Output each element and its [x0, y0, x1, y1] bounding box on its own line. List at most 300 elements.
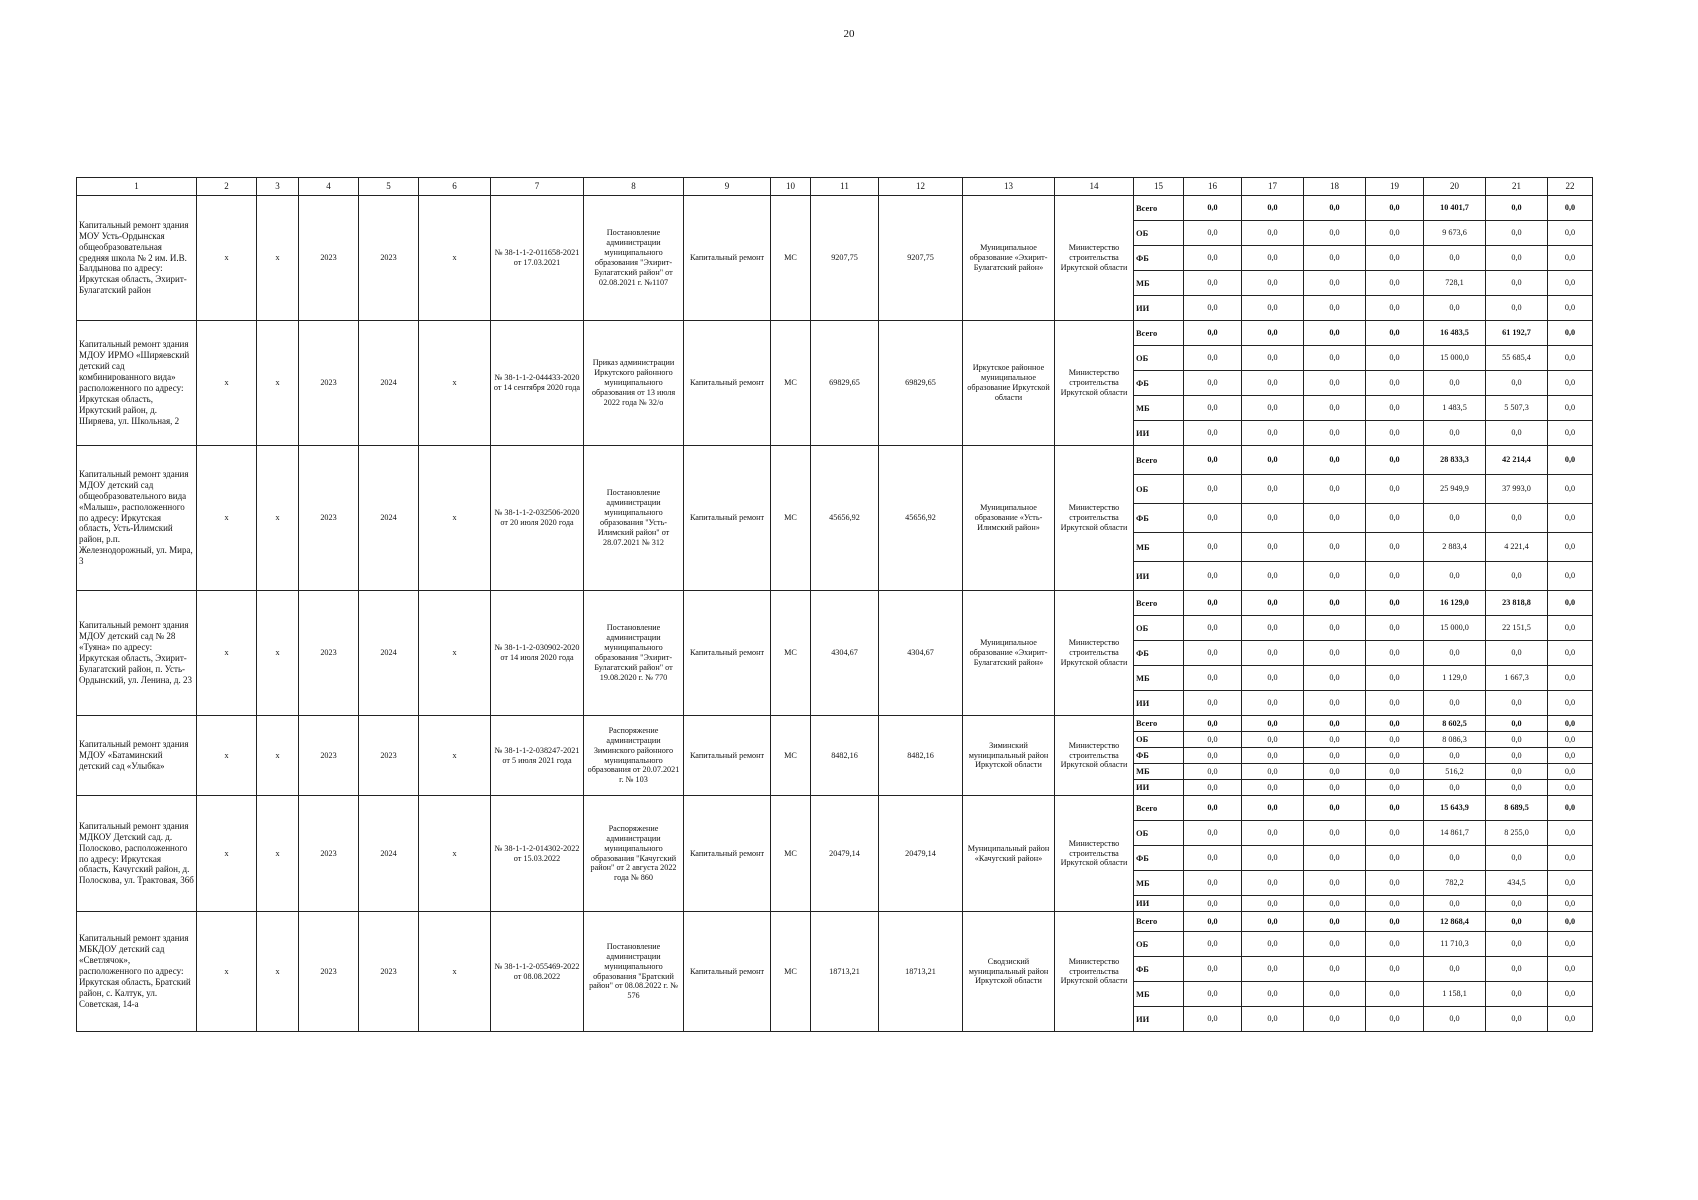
- funding-value-col-17: 0,0: [1242, 504, 1304, 533]
- expertise-conclusion: № 38-1-1-2-011658-2021 от 17.03.2021: [491, 196, 584, 321]
- responsible-ministry: Министерство строительства Иркутской области: [1055, 796, 1134, 912]
- funding-value-col-17: 0,0: [1242, 641, 1304, 666]
- municipality: Муниципальное образование «Усть-Илимский район»: [963, 446, 1055, 591]
- start-year: 2023: [299, 321, 359, 446]
- capacity-value: 9207,75: [811, 196, 879, 321]
- col-6-cell: х: [419, 446, 491, 591]
- funding-value-col-19: 0,0: [1366, 932, 1424, 957]
- capacity-value: 8482,16: [811, 716, 879, 796]
- column-number-21: 21: [1486, 178, 1548, 196]
- funding-source: ОБ: [1134, 221, 1184, 246]
- capacity-total: 9207,75: [879, 196, 963, 321]
- funding-value-col-16: 0,0: [1184, 591, 1242, 616]
- funding-value-col-20: 516,2: [1424, 764, 1486, 780]
- funding-value-col-18: 0,0: [1304, 982, 1366, 1007]
- funding-value-col-19: 0,0: [1366, 533, 1424, 562]
- funding-value-col-22: 0,0: [1548, 957, 1593, 982]
- funding-value-col-19: 0,0: [1366, 780, 1424, 796]
- column-number-13: 13: [963, 178, 1055, 196]
- funding-value-col-17: 0,0: [1242, 421, 1304, 446]
- funding-value-col-19: 0,0: [1366, 271, 1424, 296]
- col-2-cell: х: [197, 796, 257, 912]
- responsible-ministry: Министерство строительства Иркутской области: [1055, 321, 1134, 446]
- funding-value-col-16: 0,0: [1184, 846, 1242, 871]
- funding-source: ИИ: [1134, 691, 1184, 716]
- funding-value-col-19: 0,0: [1366, 321, 1424, 346]
- funding-value-col-18: 0,0: [1304, 764, 1366, 780]
- funding-value-col-21: 0,0: [1486, 691, 1548, 716]
- column-number-19: 19: [1366, 178, 1424, 196]
- funding-value-col-21: 1 667,3: [1486, 666, 1548, 691]
- funding-value-col-16: 0,0: [1184, 821, 1242, 846]
- funding-value-col-20: 11 710,3: [1424, 932, 1486, 957]
- work-type: Капитальный ремонт: [684, 591, 771, 716]
- funding-value-col-21: 0,0: [1486, 716, 1548, 732]
- funding-value-col-21: 5 507,3: [1486, 396, 1548, 421]
- funding-value-col-17: 0,0: [1242, 716, 1304, 732]
- col-3-cell: х: [257, 196, 299, 321]
- funding-value-col-17: 0,0: [1242, 616, 1304, 641]
- column-number-9: 9: [684, 178, 771, 196]
- funding-value-col-18: 0,0: [1304, 321, 1366, 346]
- project-name: Капитальный ремонт здания МДКОУ Детский сад. д. Полосково, расположенного по адресу: Иркутская область, Качугский район, д. Полоскова, ул. Трактовая, 36б: [77, 796, 197, 912]
- funding-value-col-16: 0,0: [1184, 504, 1242, 533]
- funding-value-col-20: 2 883,4: [1424, 533, 1486, 562]
- funding-value-col-22: 0,0: [1548, 321, 1593, 346]
- col-6-cell: х: [419, 912, 491, 1032]
- funding-value-col-20: 0,0: [1424, 421, 1486, 446]
- funding-value-col-22: 0,0: [1548, 982, 1593, 1007]
- funding-source: МБ: [1134, 764, 1184, 780]
- work-type: Капитальный ремонт: [684, 196, 771, 321]
- funding-value-col-18: 0,0: [1304, 591, 1366, 616]
- funding-source: ИИ: [1134, 421, 1184, 446]
- funding-value-col-20: 0,0: [1424, 246, 1486, 271]
- funding-value-col-21: 0,0: [1486, 371, 1548, 396]
- funding-value-col-18: 0,0: [1304, 691, 1366, 716]
- funding-value-col-19: 0,0: [1366, 1007, 1424, 1032]
- funding-source: ОБ: [1134, 821, 1184, 846]
- funding-source: МБ: [1134, 396, 1184, 421]
- funding-value-col-22: 0,0: [1548, 796, 1593, 821]
- funding-source: ИИ: [1134, 1007, 1184, 1032]
- capacity-value: 18713,21: [811, 912, 879, 1032]
- municipality: Иркутское районное муниципальное образование Иркутской области: [963, 321, 1055, 446]
- expertise-conclusion: № 38-1-1-2-038247-2021 от 5 июля 2021 года: [491, 716, 584, 796]
- funding-value-col-19: 0,0: [1366, 346, 1424, 371]
- funding-value-col-17: 0,0: [1242, 796, 1304, 821]
- funding-value-col-22: 0,0: [1548, 666, 1593, 691]
- unit: МС: [771, 796, 811, 912]
- funding-value-col-20: 0,0: [1424, 641, 1486, 666]
- funding-value-col-20: 782,2: [1424, 871, 1486, 896]
- funding-value-col-20: 0,0: [1424, 896, 1486, 912]
- column-number-16: 16: [1184, 178, 1242, 196]
- funding-value-col-19: 0,0: [1366, 475, 1424, 504]
- municipality: Сводзиский муниципальный район Иркутской области: [963, 912, 1055, 1032]
- funding-value-col-22: 0,0: [1548, 716, 1593, 732]
- end-year: 2024: [359, 321, 419, 446]
- funding-value-col-22: 0,0: [1548, 371, 1593, 396]
- col-6-cell: х: [419, 591, 491, 716]
- col-3-cell: х: [257, 446, 299, 591]
- project-name: Капитальный ремонт здания МДОУ детский сад общеобразовательного вида «Малыш», расположенного по адресу: Иркутская область, Усть-Илимский район, р.п. Железнодорожный, ул. Мира, 3: [77, 446, 197, 591]
- funding-value-col-16: 0,0: [1184, 1007, 1242, 1032]
- unit: МС: [771, 591, 811, 716]
- funding-value-col-21: 0,0: [1486, 982, 1548, 1007]
- funding-source: ФБ: [1134, 748, 1184, 764]
- funding-value-col-18: 0,0: [1304, 533, 1366, 562]
- funding-value-col-19: 0,0: [1366, 296, 1424, 321]
- funding-value-col-21: 0,0: [1486, 196, 1548, 221]
- funding-value-col-22: 0,0: [1548, 504, 1593, 533]
- funding-value-col-20: 0,0: [1424, 691, 1486, 716]
- responsible-ministry: Министерство строительства Иркутской области: [1055, 591, 1134, 716]
- project-row: [77, 912, 1593, 932]
- funding-value-col-22: 0,0: [1548, 421, 1593, 446]
- decision-document: Постановление администрации муниципального образования "Эхирит-Булагатский район" от 19.08.2020 г. № 770: [584, 591, 684, 716]
- funding-value-col-19: 0,0: [1366, 716, 1424, 732]
- funding-value-col-22: 0,0: [1548, 475, 1593, 504]
- funding-value-col-17: 0,0: [1242, 932, 1304, 957]
- column-number-row: [77, 178, 1593, 196]
- work-type: Капитальный ремонт: [684, 321, 771, 446]
- funding-source: ОБ: [1134, 616, 1184, 641]
- capacity-total: 20479,14: [879, 796, 963, 912]
- decision-document: Постановление администрации муниципального образования "Братский район" от 08.08.2022 г. № 576: [584, 912, 684, 1032]
- end-year: 2024: [359, 796, 419, 912]
- funding-value-col-21: 0,0: [1486, 846, 1548, 871]
- project-name: Капитальный ремонт здания МДОУ детский сад № 28 «Туяна» по адресу: Иркутская область, Эхирит-Булагатский район, п. Усть-Ордынский, ул. Ленина, д. 23: [77, 591, 197, 716]
- funding-value-col-18: 0,0: [1304, 196, 1366, 221]
- funding-value-col-18: 0,0: [1304, 271, 1366, 296]
- capacity-value: 45656,92: [811, 446, 879, 591]
- responsible-ministry: Министерство строительства Иркутской области: [1055, 446, 1134, 591]
- funding-value-col-18: 0,0: [1304, 871, 1366, 896]
- funding-source: ИИ: [1134, 896, 1184, 912]
- funding-value-col-22: 0,0: [1548, 271, 1593, 296]
- responsible-ministry: Министерство строительства Иркутской области: [1055, 196, 1134, 321]
- funding-value-col-16: 0,0: [1184, 764, 1242, 780]
- funding-value-col-18: 0,0: [1304, 641, 1366, 666]
- funding-value-col-21: 61 192,7: [1486, 321, 1548, 346]
- funding-value-col-20: 1 158,1: [1424, 982, 1486, 1007]
- funding-value-col-20: 28 833,3: [1424, 446, 1486, 475]
- funding-value-col-18: 0,0: [1304, 732, 1366, 748]
- funding-value-col-21: 4 221,4: [1486, 533, 1548, 562]
- funding-value-col-21: 0,0: [1486, 912, 1548, 932]
- funding-value-col-16: 0,0: [1184, 475, 1242, 504]
- funding-source: Всего: [1134, 321, 1184, 346]
- expertise-conclusion: № 38-1-1-2-030902-2020 от 14 июля 2020 года: [491, 591, 584, 716]
- funding-value-col-17: 0,0: [1242, 446, 1304, 475]
- work-type: Капитальный ремонт: [684, 912, 771, 1032]
- funding-value-col-19: 0,0: [1366, 221, 1424, 246]
- column-number-3: 3: [257, 178, 299, 196]
- work-type: Капитальный ремонт: [684, 446, 771, 591]
- end-year: 2023: [359, 716, 419, 796]
- col-6-cell: х: [419, 196, 491, 321]
- funding-value-col-17: 0,0: [1242, 296, 1304, 321]
- project-row: [77, 321, 1593, 346]
- funding-value-col-22: 0,0: [1548, 641, 1593, 666]
- funding-value-col-16: 0,0: [1184, 246, 1242, 271]
- end-year: 2023: [359, 196, 419, 321]
- funding-value-col-17: 0,0: [1242, 871, 1304, 896]
- capacity-value: 20479,14: [811, 796, 879, 912]
- project-row: [77, 196, 1593, 221]
- col-2-cell: х: [197, 446, 257, 591]
- funding-source: Всего: [1134, 716, 1184, 732]
- funding-source: ФБ: [1134, 371, 1184, 396]
- funding-value-col-21: 0,0: [1486, 421, 1548, 446]
- funding-value-col-22: 0,0: [1548, 1007, 1593, 1032]
- funding-value-col-17: 0,0: [1242, 271, 1304, 296]
- work-type: Капитальный ремонт: [684, 716, 771, 796]
- funding-value-col-20: 0,0: [1424, 780, 1486, 796]
- funding-value-col-16: 0,0: [1184, 616, 1242, 641]
- funding-value-col-17: 0,0: [1242, 1007, 1304, 1032]
- column-number-11: 11: [811, 178, 879, 196]
- municipality: Муниципальное образование «Эхирит-Булагатский район»: [963, 196, 1055, 321]
- funding-value-col-20: 12 868,4: [1424, 912, 1486, 932]
- program-table: [76, 177, 1593, 1032]
- column-number-1: 1: [77, 178, 197, 196]
- work-type: Капитальный ремонт: [684, 796, 771, 912]
- funding-value-col-16: 0,0: [1184, 780, 1242, 796]
- funding-value-col-22: 0,0: [1548, 732, 1593, 748]
- funding-value-col-21: 0,0: [1486, 641, 1548, 666]
- project-name: Капитальный ремонт здания МДОУ ИРМО «Ширяевский детский сад комбинированного вида» расположенного по адресу: Иркутская область, Иркутский район, д. Ширяева, ул. Школьная, 2: [77, 321, 197, 446]
- funding-source: ФБ: [1134, 504, 1184, 533]
- funding-value-col-21: 0,0: [1486, 748, 1548, 764]
- funding-value-col-19: 0,0: [1366, 591, 1424, 616]
- column-number-10: 10: [771, 178, 811, 196]
- capacity-total: 45656,92: [879, 446, 963, 591]
- funding-value-col-19: 0,0: [1366, 764, 1424, 780]
- funding-value-col-18: 0,0: [1304, 716, 1366, 732]
- funding-value-col-20: 25 949,9: [1424, 475, 1486, 504]
- funding-value-col-20: 0,0: [1424, 957, 1486, 982]
- project-name: Капитальный ремонт здания МОУ Усть-Ордынская общеобразовательная средняя школа № 2 им. И.В. Балдынова по адресу: Иркутская область, Эхирит-Булагатский район: [77, 196, 197, 321]
- funding-value-col-21: 37 993,0: [1486, 475, 1548, 504]
- col-2-cell: х: [197, 591, 257, 716]
- funding-value-col-22: 0,0: [1548, 691, 1593, 716]
- funding-value-col-19: 0,0: [1366, 982, 1424, 1007]
- col-2-cell: х: [197, 196, 257, 321]
- funding-value-col-18: 0,0: [1304, 562, 1366, 591]
- funding-source: МБ: [1134, 271, 1184, 296]
- end-year: 2023: [359, 912, 419, 1032]
- column-number-8: 8: [584, 178, 684, 196]
- funding-value-col-18: 0,0: [1304, 780, 1366, 796]
- funding-value-col-21: 0,0: [1486, 932, 1548, 957]
- funding-value-col-17: 0,0: [1242, 666, 1304, 691]
- funding-value-col-18: 0,0: [1304, 821, 1366, 846]
- capacity-total: 69829,65: [879, 321, 963, 446]
- end-year: 2024: [359, 446, 419, 591]
- col-3-cell: х: [257, 716, 299, 796]
- funding-value-col-16: 0,0: [1184, 221, 1242, 246]
- funding-value-col-22: 0,0: [1548, 591, 1593, 616]
- funding-value-col-20: 14 861,7: [1424, 821, 1486, 846]
- column-number-7: 7: [491, 178, 584, 196]
- funding-source: ИИ: [1134, 562, 1184, 591]
- start-year: 2023: [299, 716, 359, 796]
- project-row: [77, 716, 1593, 732]
- column-number-4: 4: [299, 178, 359, 196]
- funding-value-col-22: 0,0: [1548, 246, 1593, 271]
- column-number-17: 17: [1242, 178, 1304, 196]
- funding-value-col-17: 0,0: [1242, 846, 1304, 871]
- funding-value-col-19: 0,0: [1366, 748, 1424, 764]
- col-6-cell: х: [419, 796, 491, 912]
- funding-value-col-16: 0,0: [1184, 533, 1242, 562]
- funding-value-col-16: 0,0: [1184, 932, 1242, 957]
- capacity-value: 69829,65: [811, 321, 879, 446]
- funding-value-col-18: 0,0: [1304, 748, 1366, 764]
- funding-value-col-19: 0,0: [1366, 421, 1424, 446]
- funding-value-col-19: 0,0: [1366, 821, 1424, 846]
- funding-value-col-19: 0,0: [1366, 691, 1424, 716]
- funding-value-col-22: 0,0: [1548, 871, 1593, 896]
- funding-value-col-20: 10 401,7: [1424, 196, 1486, 221]
- funding-value-col-17: 0,0: [1242, 346, 1304, 371]
- funding-source: ОБ: [1134, 732, 1184, 748]
- funding-source: МБ: [1134, 666, 1184, 691]
- funding-source: МБ: [1134, 982, 1184, 1007]
- decision-document: Постановление администрации муниципального образования "Усть-Илимский район" от 28.07.2021 № 312: [584, 446, 684, 591]
- funding-value-col-18: 0,0: [1304, 957, 1366, 982]
- column-number-22: 22: [1548, 178, 1593, 196]
- funding-source: ФБ: [1134, 957, 1184, 982]
- funding-value-col-16: 0,0: [1184, 982, 1242, 1007]
- start-year: 2023: [299, 591, 359, 716]
- funding-value-col-18: 0,0: [1304, 446, 1366, 475]
- funding-value-col-16: 0,0: [1184, 716, 1242, 732]
- funding-value-col-18: 0,0: [1304, 666, 1366, 691]
- funding-value-col-21: 22 151,5: [1486, 616, 1548, 641]
- funding-source: Всего: [1134, 912, 1184, 932]
- funding-source: МБ: [1134, 533, 1184, 562]
- funding-value-col-22: 0,0: [1548, 764, 1593, 780]
- project-row: [77, 446, 1593, 475]
- funding-value-col-18: 0,0: [1304, 246, 1366, 271]
- capacity-total: 8482,16: [879, 716, 963, 796]
- funding-value-col-19: 0,0: [1366, 196, 1424, 221]
- funding-value-col-21: 23 818,8: [1486, 591, 1548, 616]
- funding-value-col-18: 0,0: [1304, 896, 1366, 912]
- funding-value-col-20: 15 643,9: [1424, 796, 1486, 821]
- col-2-cell: х: [197, 321, 257, 446]
- funding-value-col-21: 8 689,5: [1486, 796, 1548, 821]
- funding-value-col-22: 0,0: [1548, 821, 1593, 846]
- municipality: Муниципальное образование «Эхирит-Булагатский район»: [963, 591, 1055, 716]
- funding-value-col-17: 0,0: [1242, 246, 1304, 271]
- funding-value-col-18: 0,0: [1304, 504, 1366, 533]
- funding-value-col-21: 0,0: [1486, 271, 1548, 296]
- expertise-conclusion: № 38-1-1-2-044433-2020 от 14 сентября 2020 года: [491, 321, 584, 446]
- funding-value-col-22: 0,0: [1548, 221, 1593, 246]
- funding-value-col-19: 0,0: [1366, 957, 1424, 982]
- start-year: 2023: [299, 196, 359, 321]
- funding-value-col-17: 0,0: [1242, 732, 1304, 748]
- funding-value-col-20: 0,0: [1424, 846, 1486, 871]
- funding-value-col-19: 0,0: [1366, 732, 1424, 748]
- funding-value-col-22: 0,0: [1548, 562, 1593, 591]
- funding-value-col-19: 0,0: [1366, 846, 1424, 871]
- funding-value-col-17: 0,0: [1242, 371, 1304, 396]
- funding-value-col-16: 0,0: [1184, 371, 1242, 396]
- funding-value-col-16: 0,0: [1184, 748, 1242, 764]
- funding-source: ИИ: [1134, 780, 1184, 796]
- decision-document: Постановление администрации муниципального образования "Эхирит-Булагатский район" от 02.08.2021 г. №1107: [584, 196, 684, 321]
- funding-value-col-21: 55 685,4: [1486, 346, 1548, 371]
- funding-source: МБ: [1134, 871, 1184, 896]
- funding-value-col-16: 0,0: [1184, 421, 1242, 446]
- funding-value-col-19: 0,0: [1366, 912, 1424, 932]
- expertise-conclusion: № 38-1-1-2-014302-2022 от 15.03.2022: [491, 796, 584, 912]
- funding-value-col-18: 0,0: [1304, 616, 1366, 641]
- capacity-total: 18713,21: [879, 912, 963, 1032]
- funding-value-col-18: 0,0: [1304, 396, 1366, 421]
- funding-value-col-17: 0,0: [1242, 533, 1304, 562]
- funding-value-col-16: 0,0: [1184, 562, 1242, 591]
- funding-value-col-17: 0,0: [1242, 896, 1304, 912]
- funding-value-col-16: 0,0: [1184, 346, 1242, 371]
- funding-value-col-22: 0,0: [1548, 396, 1593, 421]
- funding-value-col-20: 0,0: [1424, 1007, 1486, 1032]
- funding-value-col-22: 0,0: [1548, 912, 1593, 932]
- funding-value-col-16: 0,0: [1184, 271, 1242, 296]
- funding-value-col-21: 0,0: [1486, 1007, 1548, 1032]
- column-number-18: 18: [1304, 178, 1366, 196]
- funding-value-col-16: 0,0: [1184, 871, 1242, 896]
- decision-document: Приказ администрации Иркутского районного муниципального образования от 13 июля 2022 года № 32/о: [584, 321, 684, 446]
- funding-value-col-16: 0,0: [1184, 691, 1242, 716]
- funding-value-col-16: 0,0: [1184, 732, 1242, 748]
- funding-value-col-20: 0,0: [1424, 504, 1486, 533]
- funding-value-col-16: 0,0: [1184, 396, 1242, 421]
- funding-value-col-20: 16 483,5: [1424, 321, 1486, 346]
- project-row: [77, 796, 1593, 821]
- funding-value-col-17: 0,0: [1242, 748, 1304, 764]
- col-6-cell: х: [419, 321, 491, 446]
- responsible-ministry: Министерство строительства Иркутской области: [1055, 716, 1134, 796]
- col-3-cell: х: [257, 796, 299, 912]
- unit: МС: [771, 446, 811, 591]
- project-row: [77, 591, 1593, 616]
- funding-value-col-20: 728,1: [1424, 271, 1486, 296]
- funding-value-col-22: 0,0: [1548, 196, 1593, 221]
- funding-value-col-22: 0,0: [1548, 446, 1593, 475]
- funding-value-col-20: 1 129,0: [1424, 666, 1486, 691]
- funding-value-col-18: 0,0: [1304, 346, 1366, 371]
- funding-value-col-19: 0,0: [1366, 396, 1424, 421]
- capacity-value: 4304,67: [811, 591, 879, 716]
- funding-value-col-17: 0,0: [1242, 321, 1304, 346]
- col-6-cell: х: [419, 716, 491, 796]
- funding-value-col-17: 0,0: [1242, 982, 1304, 1007]
- start-year: 2023: [299, 446, 359, 591]
- funding-value-col-18: 0,0: [1304, 912, 1366, 932]
- funding-value-col-22: 0,0: [1548, 616, 1593, 641]
- funding-value-col-17: 0,0: [1242, 221, 1304, 246]
- funding-value-col-21: 42 214,4: [1486, 446, 1548, 475]
- funding-value-col-16: 0,0: [1184, 446, 1242, 475]
- funding-source: Всего: [1134, 591, 1184, 616]
- col-2-cell: х: [197, 912, 257, 1032]
